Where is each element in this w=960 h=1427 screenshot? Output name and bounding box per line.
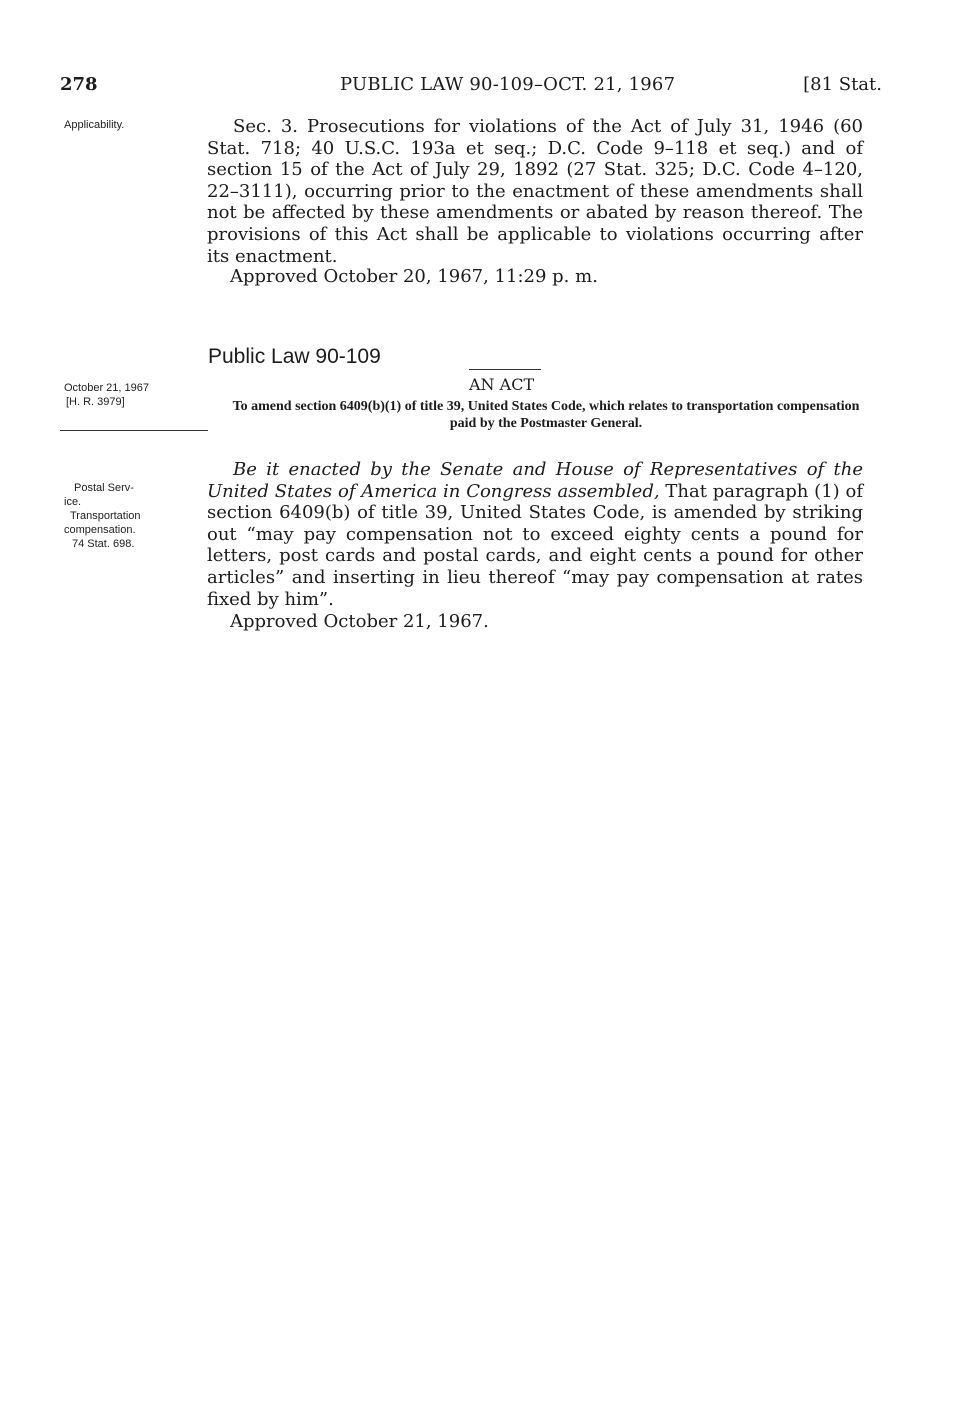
prior-approval-line: Approved October 20, 1967, 11:29 p. m.: [230, 266, 598, 287]
margin-note-subject: Postal Serv- ice. Transportation compensation. 74 Stat. 698.: [64, 482, 141, 550]
margin-note-date: October 21, 1967 [H. R. 3979]: [64, 382, 150, 408]
margin-note-applicability: Applicability.: [64, 119, 125, 131]
enacting-clause: Be it enacted by the Senate and House of Representatives of the United States of America in Congress assembled,: [207, 459, 863, 502]
act-rule: [469, 369, 541, 370]
approval-line: Approved October 21, 1967.: [230, 611, 489, 632]
running-title: PUBLIC LAW 90-109–OCT. 21, 1967: [340, 74, 676, 95]
act-purpose: To amend section 6409(b)(1) of title 39, United States Code, which relates to transportation compensation paid by the Postmaster General.: [232, 399, 860, 431]
section-3-text: [207, 116, 863, 267]
section-3-paragraph: Sec. 3. Prosecutions for violations of the Act of July 31, 1946 (60 Stat. 718; 40 U.S.C. 193a et seq.; D.C. Code 9–118 et seq.) and of section 15 of the Act of July 29, 1892 (27 Stat. 325; D.C. Code 4–120, 22–3111), occurring prior to the enactment of these amendments shall not be affected by these amendments or abated by reason thereof. The provisions of this Act shall be applicable to violations occurring after its enactment.: [207, 116, 863, 267]
page-header: [60, 74, 880, 104]
page-number: 278: [60, 74, 98, 95]
margin-note-bill: [H. R. 3979]: [66, 396, 125, 408]
act-body-paragraph: [207, 459, 863, 610]
act-body: [207, 459, 863, 610]
margin-note-citation: 74 Stat. 698.: [72, 538, 135, 550]
margin-rule: [60, 430, 208, 431]
public-law-title: Public Law 90-109: [208, 345, 381, 368]
act-provision: That paragraph (1) of section 6409(b) of title 39, United States Code, is amended by striking out “may pay compensation not to exceed eighty cents a pound for letters, post cards and postal cards, and eight cents a pound for other articles” and inserting in lieu thereof “may pay compensation at rates fixed by him”.: [207, 480, 863, 610]
stat-reference: [81 Stat.: [803, 74, 882, 95]
act-heading: AN ACT: [469, 375, 535, 394]
